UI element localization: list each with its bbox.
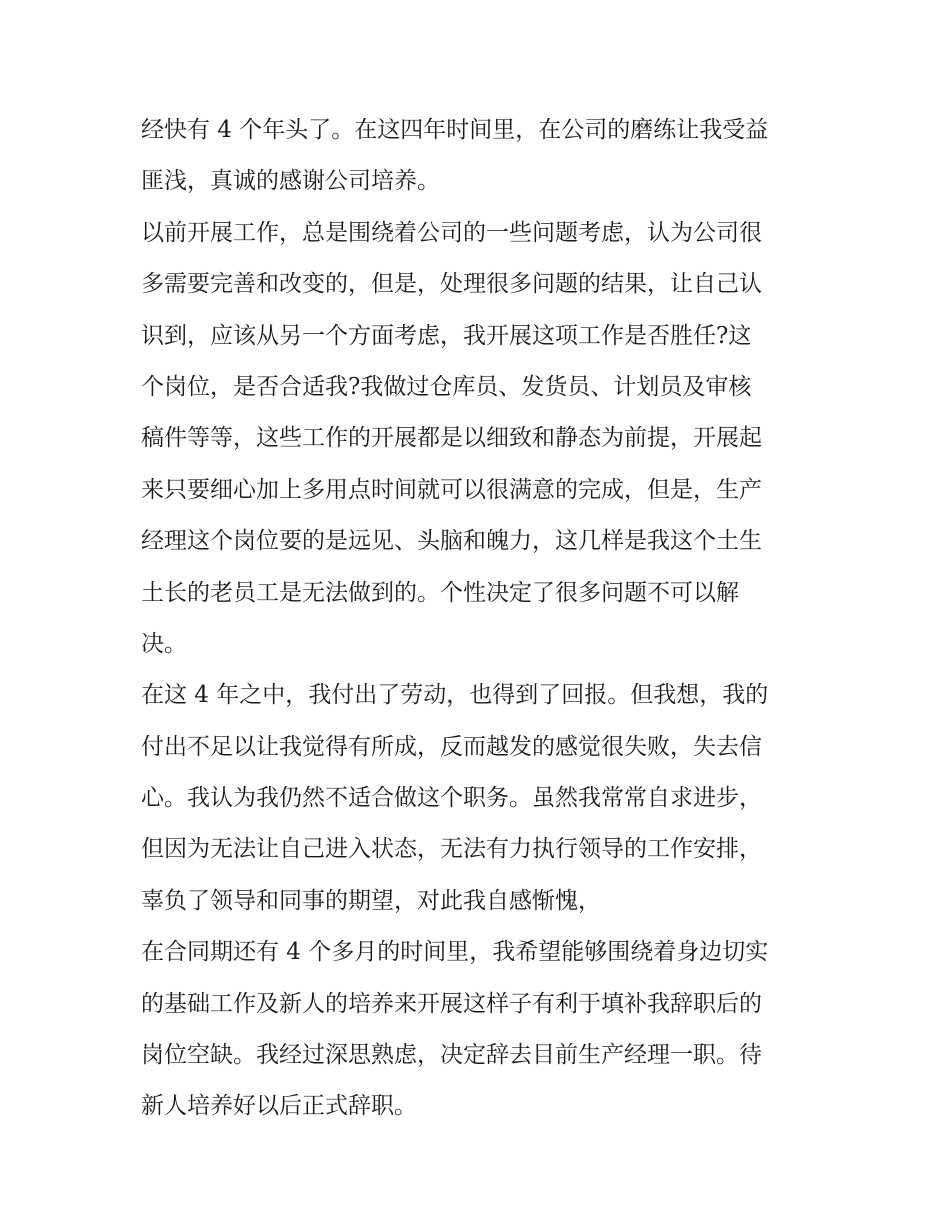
text-line: 稿件等等，这些工作的开展都是以细致和静态为前提，开展起 <box>141 425 762 452</box>
text-line: 多需要完善和改变的，但是，处理很多问题的结果，让自己认 <box>141 271 762 298</box>
text-line: 付出不足以让我觉得有所成，反而越发的感觉很失败，失去信 <box>141 733 762 760</box>
text-line: 来只要细心加上多用点时间就可以很满意的完成，但是，生产 <box>141 476 762 503</box>
text-line: 在合同期还有 4 个多月的时间里，我希望能够围绕着身边切实 <box>141 939 769 966</box>
text-line: 心。我认为我仍然不适合做这个职务。虽然我常常自求进步， <box>141 785 762 812</box>
text-line: 辜负了领导和同事的期望，对此我自感惭愧， <box>141 887 601 914</box>
text-line: 决。 <box>141 630 187 657</box>
text-line: 以前开展工作，总是围绕着公司的一些问题考虑，认为公司很 <box>141 219 762 246</box>
text-line: 个岗位，是否合适我?我做过仓库员、发货员、计划员及审核 <box>141 373 752 400</box>
text-line: 新人培养好以后正式辞职。 <box>141 1093 417 1120</box>
text-line: 经理这个岗位要的是远见、头脑和魄力，这几样是我这个土生 <box>141 528 762 555</box>
text-line: 土长的老员工是无法做到的。个性决定了很多问题不可以解 <box>141 579 739 606</box>
text-line: 岗位空缺。我经过深思熟虑，决定辞去目前生产经理一职。待 <box>141 1042 762 1069</box>
text-line: 但因为无法让自己进入状态，无法有力执行领导的工作安排， <box>141 836 762 863</box>
text-line: 在这 4 年之中，我付出了劳动，也得到了回报。但我想，我的 <box>141 682 769 709</box>
text-line: 识到，应该从另一个方面考虑，我开展这项工作是否胜任?这 <box>141 322 752 349</box>
document-body <box>141 105 813 1133</box>
text-line: 经快有 4 个年头了。在这四年时间里，在公司的磨练让我受益 <box>141 117 769 143</box>
text-line: 的基础工作及新人的培养来开展这样子有利于填补我辞职后的 <box>141 990 762 1017</box>
text-line: 匪浅，真诚的感谢公司培养。 <box>141 168 440 195</box>
